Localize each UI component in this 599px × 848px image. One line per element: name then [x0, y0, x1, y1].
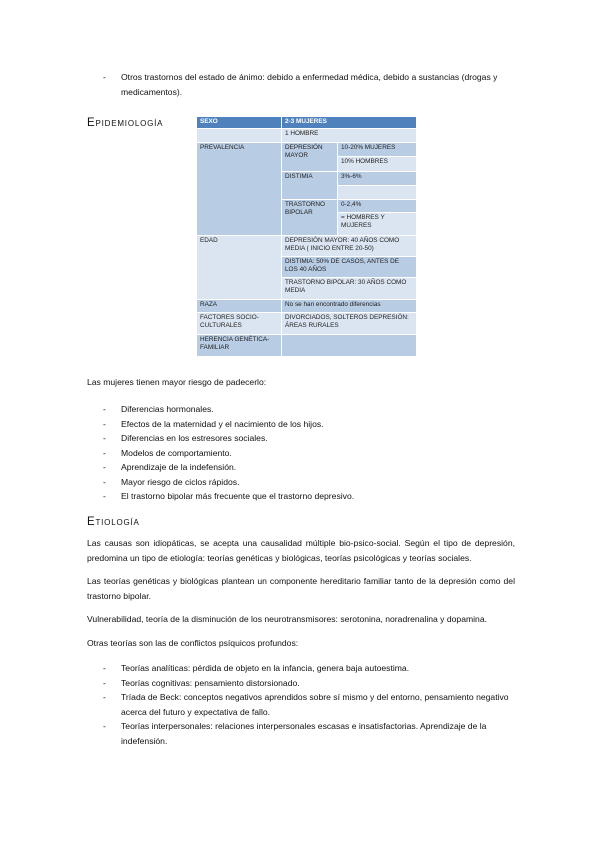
- table-cell-edad-val2: DISTIMIA: 50% DE CASOS, ANTES DE LOS 40 AÑOS: [282, 257, 417, 278]
- bullet-dash: -: [103, 433, 106, 443]
- etiologia-paragraph-4: Otras teorías son las de conflictos psíquicos profundos:: [87, 638, 299, 648]
- table-cell-factores: FACTORES SOCIO-CULTURALES: [197, 313, 282, 335]
- list-item-text: Modelos de comportamiento.: [121, 447, 232, 458]
- table-cell-empty: [338, 186, 417, 200]
- table-cell-bip-val1: 0-2,4%: [338, 200, 417, 213]
- list-item-text: Mayor riesgo de ciclos rápidos.: [121, 476, 240, 487]
- list-item-text: Diferencias en los estresores sociales.: [121, 433, 268, 443]
- etiologia-paragraph-1: Las causas son idiopáticas, se acepta una causalidad múltiple bio-psico-social. Según el tipo de depresión, predomina un tipo de etiología: teorías genéticas y biológicas, teorías psicológicas y teorías sociales.: [87, 538, 515, 563]
- table-cell-edad: EDAD: [197, 236, 282, 300]
- epidemiology-table: [197, 117, 417, 357]
- table-cell-prevalencia: PREVALENCIA: [197, 143, 282, 236]
- bullet-dash: -: [103, 462, 106, 472]
- heading-etiologia: Etiología: [87, 516, 140, 528]
- etiologia-paragraph-2: Las teorías genéticas y biológicas plantean un componente hereditario familiar tanto de la depresión como del trastorno bipolar.: [87, 576, 515, 601]
- table-cell-raza-val: No se han encontrado diferencias: [282, 300, 417, 313]
- bullet-dash: -: [103, 418, 106, 429]
- list-item-text: El trastorno bipolar más frecuente que el trastorno depresivo.: [121, 491, 355, 501]
- bullet-dash: -: [103, 447, 106, 458]
- list-item-text: Efectos de la maternidad y el nacimiento de los hijos.: [121, 418, 324, 429]
- list-item-text: Tríada de Beck: conceptos negativos aprendidos sobre sí mismo y del entorno, pensamiento negativo acerca del futuro y expectativa de fallo.: [121, 692, 509, 717]
- table-cell-edad-val1: DEPRESIÓN MAYOR: 40 AÑOS COMO MEDIA ( INICIO ENTRE 20-50): [282, 236, 417, 257]
- table-header-sexo: SEXO: [197, 117, 282, 129]
- list-item-text: Aprendizaje de la indefensión.: [121, 462, 237, 472]
- bullet-dash: -: [103, 72, 106, 82]
- bullet-dash: -: [103, 721, 106, 731]
- table-cell-dist-val: 3%-6%: [338, 172, 417, 186]
- list-item-text: Teorías analíticas: pérdida de objeto en la infancia, genera baja autoestima.: [121, 663, 410, 673]
- table-cell-empty: [197, 129, 282, 143]
- bullet-dash: -: [103, 663, 106, 673]
- bullet-dash: -: [103, 404, 106, 414]
- table-header-mujeres: 2-3 MUJERES: [282, 117, 417, 129]
- table-cell-edad-val3: TRASTORNO BIPOLAR: 30 AÑOS COMO MEDIA: [282, 278, 417, 300]
- bullet-dash: -: [103, 677, 106, 688]
- list-item-text: Diferencias hormonales.: [121, 404, 214, 414]
- table-cell-empty: [282, 335, 417, 357]
- list-item-text: Teorías cognitivas: pensamiento distorsionado.: [121, 677, 300, 688]
- table-cell-raza: RAZA: [197, 300, 282, 313]
- list-item-text: Teorías interpersonales: relaciones interpersonales escasas e insatisfactorias. Aprendizaje de la indefensión.: [121, 721, 487, 746]
- heading-epidemiologia: Epidemiología: [87, 117, 164, 129]
- table-cell-dep-val2: 10% HOMBRES: [338, 157, 417, 172]
- table-cell-dep-val1: 10-20% MUJERES: [338, 143, 417, 157]
- bullet-dash: -: [103, 692, 106, 702]
- etiologia-paragraph-3: Vulnerabilidad, teoría de la disminución de los neurotransmisores: serotonina, noradrenalina y dopamina.: [87, 614, 488, 624]
- table-cell-trastorno-bipolar: TRASTORNO BIPOLAR: [282, 200, 338, 236]
- table-cell-factores-val: DIVORCIADOS, SOLTEROS DEPRESIÓN: ÁREAS RURALES: [282, 313, 417, 335]
- table-cell-bip-val2: = HOMBRES Y MUJERES: [338, 213, 417, 236]
- bullet-text: Otros trastornos del estado de ánimo: debido a enfermedad médica, debido a sustancias (drogas y medicamentos).: [121, 72, 498, 97]
- table-cell-hombre: 1 HOMBRE: [282, 129, 417, 143]
- table-cell-depresion-mayor: DEPRESIÓN MAYOR: [282, 143, 338, 172]
- table-cell-distimia: DISTIMIA: [282, 172, 338, 200]
- mujeres-intro: Las mujeres tienen mayor riesgo de padecerlo:: [87, 377, 267, 387]
- bullet-dash: -: [103, 476, 106, 487]
- table-cell-herencia: HERENCIA GENÉTICA-FAMILIAR: [197, 335, 282, 357]
- bullet-dash: -: [103, 491, 106, 501]
